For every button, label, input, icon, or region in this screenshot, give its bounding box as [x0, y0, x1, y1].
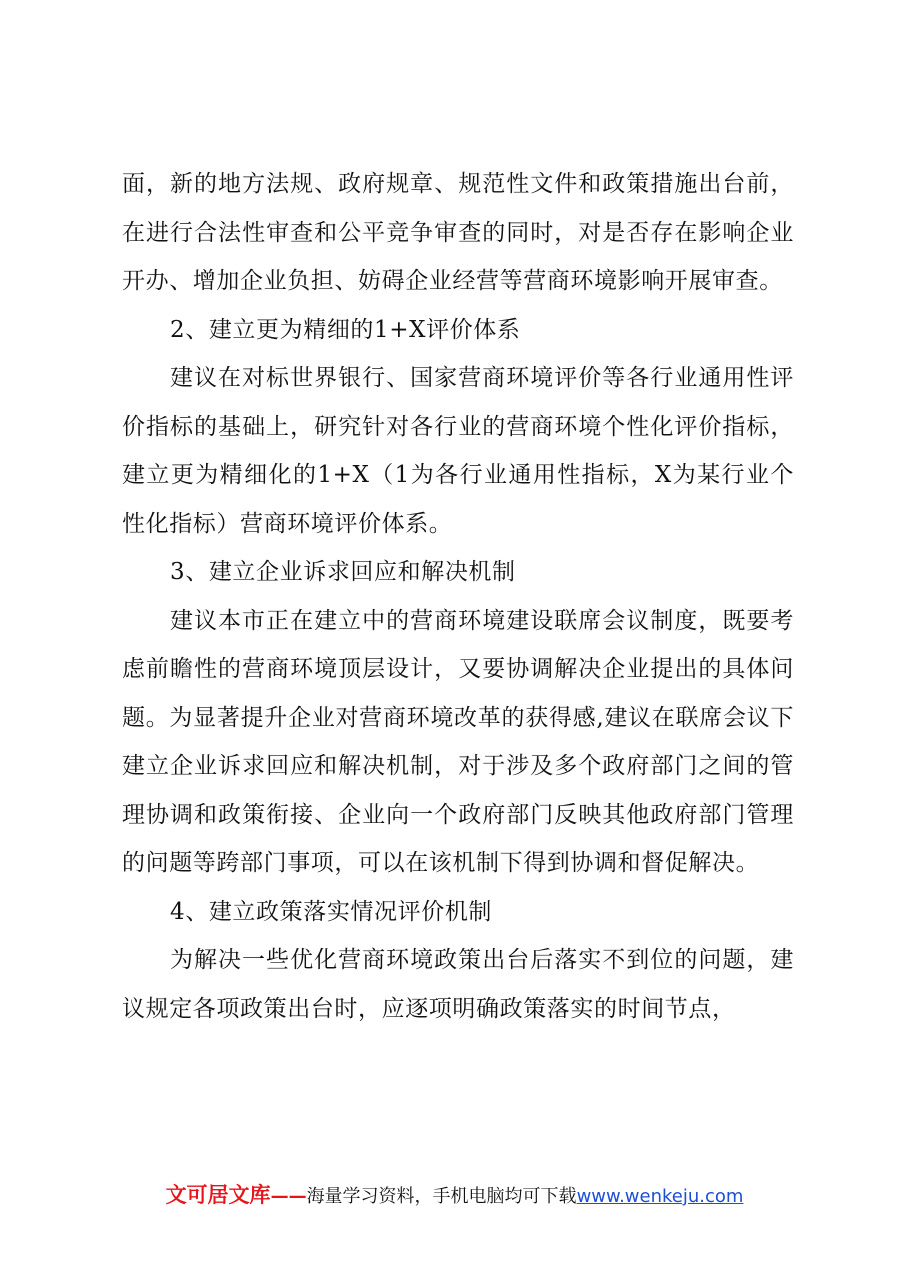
paragraph-continuation: 面，新的地方法规、政府规章、规范性文件和政策措施出台前，在进行合法性审查和公平竞争审查的同时，对是否存在影响企业开办、增加企业负担、妨碍企业经营等营商环境影响开展审查。	[122, 171, 794, 294]
footer-brand: 文可居文库	[165, 1183, 271, 1207]
footer-dash: ——	[270, 1186, 307, 1207]
paragraph-enterprise-appeals: 建议本市正在建立中的营商环境建设联席会议制度，既要考虑前瞻性的营商环境顶层设计，又要协调解决企业提出的具体问题。为显著提升企业对营商环境改革的获得感,建议在联席会议下建立企业诉求回应和解决机制，对于涉及多个政府部门之间的管理协调和政策衔接、企业向一个政府部门反映其他政府部门管理的问题等跨部门事项，可以在该机制下得到协调和督促解决。	[122, 607, 794, 876]
section-heading-3: 3、建立企业诉求回应和解决机制	[170, 559, 516, 585]
footer-banner	[0, 1180, 909, 1212]
footer-site-link[interactable]: www.wenkeju.com	[576, 1186, 744, 1207]
paragraph-evaluation-system: 建议在对标世界银行、国家营商环境评价等各行业通用性评价指标的基础上，研究针对各行业的营商环境个性化评价指标，建立更为精细化的1+X（1为各行业通用性指标，X为某行业个性化指标）营商环境评价体系。	[122, 365, 794, 537]
footer-slogan: 海量学习资料，手机电脑均可下载	[306, 1186, 577, 1207]
document-body	[122, 160, 794, 1033]
section-heading-2: 2、建立更为精细的1+X评价体系	[170, 316, 521, 343]
paragraph-policy-implementation: 为解决一些优化营商环境政策出台后落实不到位的问题，建议规定各项政策出台时，应逐项明确政策落实的时间节点，	[122, 947, 794, 1022]
section-heading-4: 4、建立政策落实情况评价机制	[170, 898, 493, 925]
